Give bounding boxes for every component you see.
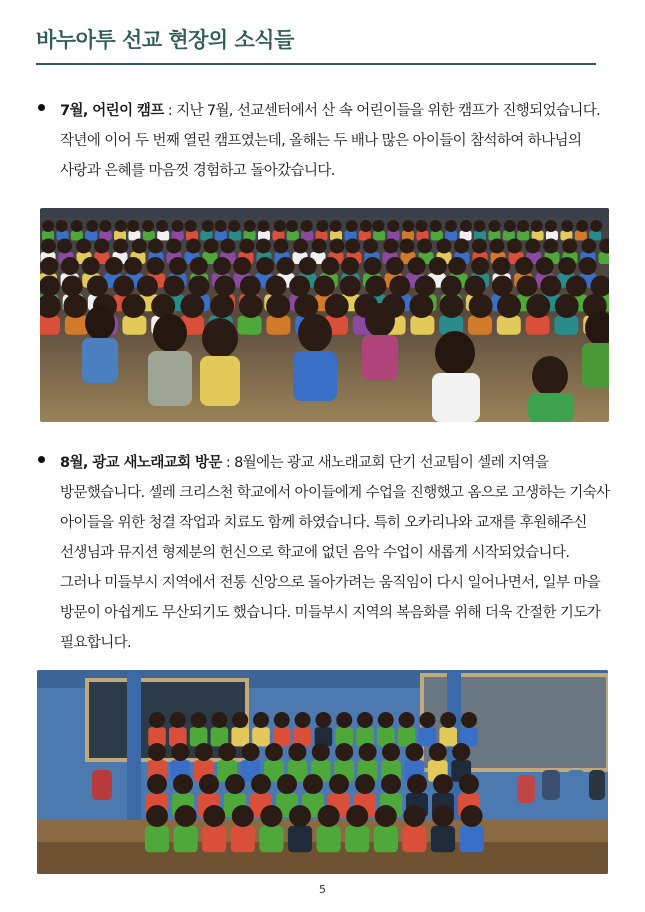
section-body: 지난 7월, 선교센터에서 산 속 어린이들을 위한 캠프가 진행되었습니다. 작년에 이어 두 번째 열린 캠프였는데, 올해는 두 배나 많은 아이들이 참석하여 하나님의 사랑과 은혜를 마음껏 경험하고 돌아갔습니다. — [60, 103, 601, 179]
section-heading: 8월, 광교 새노래교회 방문 — [60, 455, 222, 471]
title-rule — [36, 63, 596, 65]
paragraph — [60, 448, 613, 658]
section-church-visit — [38, 448, 613, 658]
bullet-dot — [38, 456, 45, 463]
camp-children-photo — [40, 208, 609, 422]
school-group-photo — [37, 670, 608, 874]
heading-separator: : — [163, 103, 177, 119]
section-children-camp — [38, 96, 613, 186]
bullet-dot — [38, 104, 45, 111]
page-number: 5 — [319, 883, 326, 896]
heading-separator: : — [221, 455, 235, 471]
page-title: 바누아투 선교 현장의 소식들 — [36, 28, 294, 52]
section-heading: 7월, 어린이 캠프 — [60, 103, 164, 119]
section-body: 8월에는 광교 새노래교회 단기 선교팀이 셀레 지역을 방문했습니다. 셀레 크리스천 학교에서 아이들에게 수업을 진행했고 옴으로 고생하는 기숙사 아이들을 위한 청결 작업과 치료도 함께 하였습니다. 특히 오카리나와 교재를 후원해주신 선생님과 뮤지션 형제분의 헌신으로 학교에 없던 음악 수업이 새롭게 시작되었습니다. 그러나 미들부시 지역에서 전통 신앙으로 돌아가려는 움직임이 다시 일어나면서, 일부 마을 방문이 아쉽게도 무산되기도 했습니다. 미들부시 지역의 복음화를 위해 더욱 간절한 기도가 필요합니다. — [60, 455, 610, 651]
paragraph — [60, 96, 613, 186]
